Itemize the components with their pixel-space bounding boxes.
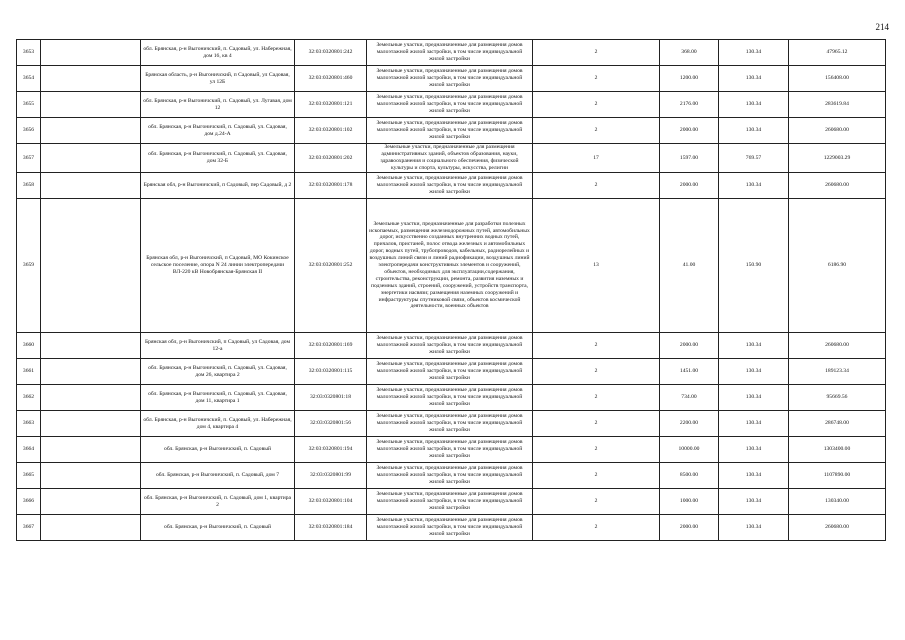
cadastral-value-cell: 260680.00 <box>789 173 886 199</box>
table-row <box>17 118 886 144</box>
row-number-cell: 3655 <box>17 92 41 118</box>
area-cell: 41.00 <box>660 199 719 333</box>
blank-cell <box>41 118 141 144</box>
cadastral-value-cell: 189123.34 <box>789 359 886 385</box>
cadastral-value-cell: 47965.12 <box>789 40 886 66</box>
table-row <box>17 463 886 489</box>
specific-value-cell: 130.34 <box>719 173 789 199</box>
blank-cell <box>41 333 141 359</box>
area-cell: 2000.00 <box>660 515 719 541</box>
cadastral-number-cell: 32:03:0320801:460 <box>295 66 367 92</box>
cadastral-number-cell: 32:03:0320801:121 <box>295 92 367 118</box>
use-group-cell: 2 <box>533 489 660 515</box>
specific-value-cell: 130.34 <box>719 66 789 92</box>
cadastral-value-cell: 156408.00 <box>789 66 886 92</box>
address-cell: обл. Брянская, р-н Выгоничский, п. Садовый, ул. Садовая, дом 26, квартира 2 <box>141 359 295 385</box>
specific-value-cell: 150.90 <box>719 199 789 333</box>
cadastral-value-cell: 1303400.00 <box>789 437 886 463</box>
specific-value-cell: 769.57 <box>719 144 789 173</box>
table-row <box>17 144 886 173</box>
address-cell: Брянская обл, р-н Выгоничский, п Садовый, ул Садовая, дом 12-а <box>141 333 295 359</box>
use-group-cell: 2 <box>533 359 660 385</box>
cadastral-value-cell: 260680.00 <box>789 118 886 144</box>
use-group-cell: 2 <box>533 463 660 489</box>
page-number: 214 <box>875 22 889 32</box>
address-cell: обл. Брянская, р-н Выгоничский, п. Садовый, дом 7 <box>141 463 295 489</box>
blank-cell <box>41 463 141 489</box>
address-cell: обл. Брянская, р-н Выгоничский, п. Садовый, ул. Лугавая, дом 12 <box>141 92 295 118</box>
land-use-cell: Земельные участки, предназначенные для размещения домов малоэтажной жилой застройки, в том числе индивидуальной жилой застройки <box>367 411 533 437</box>
table-row <box>17 385 886 411</box>
cadastral-number-cell: 32:03:0320801:252 <box>295 199 367 333</box>
blank-cell <box>41 199 141 333</box>
land-use-cell: Земельные участки, предназначенные для размещения домов малоэтажной жилой застройки, в том числе индивидуальной жилой застройки <box>367 437 533 463</box>
cadastral-number-cell: 32:03:0320801:18 <box>295 385 367 411</box>
land-use-cell: Земельные участки, предназначенные для размещения домов малоэтажной жилой застройки, в том числе индивидуальной жилой застройки <box>367 515 533 541</box>
cadastral-number-cell: 32:03:0320801:104 <box>295 489 367 515</box>
address-cell: обл. Брянская, р-н Выгоничский, п. Садовый, ул. Садовая, дом 11, квартира 1 <box>141 385 295 411</box>
cadastral-number-cell: 32:03:0320801:194 <box>295 437 367 463</box>
blank-cell <box>41 40 141 66</box>
address-cell: обл. Брянская, р-н Выгоничский, п. Садовый, дом 1, квартира 2 <box>141 489 295 515</box>
area-cell: 2200.00 <box>660 411 719 437</box>
row-number-cell: 3654 <box>17 66 41 92</box>
cadastral-value-cell: 260680.00 <box>789 515 886 541</box>
row-number-cell: 3662 <box>17 385 41 411</box>
use-group-cell: 2 <box>533 437 660 463</box>
row-number-cell: 3664 <box>17 437 41 463</box>
use-group-cell: 2 <box>533 92 660 118</box>
cadastral-value-cell: 6186.90 <box>789 199 886 333</box>
use-group-cell: 2 <box>533 40 660 66</box>
blank-cell <box>41 144 141 173</box>
cadastral-value-cell: 283619.84 <box>789 92 886 118</box>
row-number-cell: 3665 <box>17 463 41 489</box>
cadastral-number-cell: 32:03:0320801:202 <box>295 144 367 173</box>
use-group-cell: 2 <box>533 118 660 144</box>
cadastral-value-cell: 95669.56 <box>789 385 886 411</box>
cadastral-number-cell: 32:03:0320801:99 <box>295 463 367 489</box>
area-cell: 2000.00 <box>660 173 719 199</box>
area-cell: 734.00 <box>660 385 719 411</box>
cadastral-number-cell: 32:03:0320801:178 <box>295 173 367 199</box>
specific-value-cell: 130.34 <box>719 40 789 66</box>
address-cell: Брянская обл, р-н Выгоничский, п Садовый, МО Кокинское сельское поселение, опора N 24 линии электропередачи ВЛ-220 кВ Новобрянская-Брянская II <box>141 199 295 333</box>
address-cell: обл. Брянская, р-н Выгоничский, п. Садовый, ул. Садовая, дом д.24-А <box>141 118 295 144</box>
blank-cell <box>41 385 141 411</box>
table-row <box>17 489 886 515</box>
use-group-cell: 13 <box>533 199 660 333</box>
specific-value-cell: 130.34 <box>719 333 789 359</box>
row-number-cell: 3667 <box>17 515 41 541</box>
land-use-cell: Земельные участки, предназначенные для размещения домов малоэтажной жилой застройки, в том числе индивидуальной жилой застройки <box>367 489 533 515</box>
land-use-cell: Земельные участки, предназначенные для размещения домов малоэтажной жилой застройки, в том числе индивидуальной жилой застройки <box>367 359 533 385</box>
land-use-cell: Земельные участки, предназначенные для размещения домов малоэтажной жилой застройки, в том числе индивидуальной жилой застройки <box>367 40 533 66</box>
land-use-cell: Земельные участки, предназначенные для размещения домов малоэтажной жилой застройки, в том числе индивидуальной жилой застройки <box>367 66 533 92</box>
land-use-cell: Земельные участки, предназначенные для размещения домов малоэтажной жилой застройки, в том числе индивидуальной жилой застройки <box>367 385 533 411</box>
cadastral-number-cell: 32:03:0320801:169 <box>295 333 367 359</box>
area-cell: 1000.00 <box>660 489 719 515</box>
specific-value-cell: 130.34 <box>719 359 789 385</box>
specific-value-cell: 130.34 <box>719 515 789 541</box>
table-row <box>17 92 886 118</box>
area-cell: 1597.00 <box>660 144 719 173</box>
blank-cell <box>41 515 141 541</box>
row-number-cell: 3656 <box>17 118 41 144</box>
area-cell: 368.00 <box>660 40 719 66</box>
specific-value-cell: 130.34 <box>719 411 789 437</box>
row-number-cell: 3663 <box>17 411 41 437</box>
table-row <box>17 199 886 333</box>
cadastral-number-cell: 32:03:0320801:115 <box>295 359 367 385</box>
table-row <box>17 66 886 92</box>
land-use-cell: Земельные участки, предназначенные для размещения административных зданий, объектов образования, науки, здравоохранения и социального обеспечения, физической культуры и спорта, культуры, искусства, религии <box>367 144 533 173</box>
cadastral-number-cell: 32:03:0320801:242 <box>295 40 367 66</box>
blank-cell <box>41 66 141 92</box>
use-group-cell: 2 <box>533 411 660 437</box>
address-cell: Брянская область, р-н Выгоничский, п Садовый, ул Садовая, ул 12Б <box>141 66 295 92</box>
use-group-cell: 17 <box>533 144 660 173</box>
table-row <box>17 359 886 385</box>
use-group-cell: 2 <box>533 333 660 359</box>
blank-cell <box>41 92 141 118</box>
blank-cell <box>41 359 141 385</box>
row-number-cell: 3660 <box>17 333 41 359</box>
row-number-cell: 3661 <box>17 359 41 385</box>
specific-value-cell: 130.34 <box>719 385 789 411</box>
cadastral-value-cell: 130340.00 <box>789 489 886 515</box>
specific-value-cell: 130.34 <box>719 118 789 144</box>
blank-cell <box>41 173 141 199</box>
address-cell: Брянская обл, р-н Выгоничский, п Садовый, пер Садовый, д 2 <box>141 173 295 199</box>
area-cell: 1200.00 <box>660 66 719 92</box>
use-group-cell: 2 <box>533 515 660 541</box>
row-number-cell: 3659 <box>17 199 41 333</box>
table-body <box>17 40 886 541</box>
blank-cell <box>41 489 141 515</box>
area-cell: 10000.00 <box>660 437 719 463</box>
area-cell: 1451.00 <box>660 359 719 385</box>
cadastral-value-cell: 286748.00 <box>789 411 886 437</box>
row-number-cell: 3666 <box>17 489 41 515</box>
area-cell: 2000.00 <box>660 333 719 359</box>
cadastral-value-table <box>16 39 886 541</box>
address-cell: обл. Брянская, р-н Выгоничский, п. Садовый, ул. Набережная, дом 16, кв 4 <box>141 40 295 66</box>
table-row <box>17 411 886 437</box>
area-cell: 2176.00 <box>660 92 719 118</box>
area-cell: 8500.00 <box>660 463 719 489</box>
land-use-cell: Земельные участки, предназначенные для размещения домов малоэтажной жилой застройки, в том числе индивидуальной жилой застройки <box>367 118 533 144</box>
row-number-cell: 3653 <box>17 40 41 66</box>
table-row <box>17 515 886 541</box>
use-group-cell: 2 <box>533 173 660 199</box>
blank-cell <box>41 437 141 463</box>
table-row <box>17 333 886 359</box>
land-use-cell: Земельные участки, предназначенные для размещения домов малоэтажной жилой застройки, в том числе индивидуальной жилой застройки <box>367 333 533 359</box>
row-number-cell: 3658 <box>17 173 41 199</box>
cadastral-number-cell: 32:03:0320801:56 <box>295 411 367 437</box>
specific-value-cell: 130.34 <box>719 92 789 118</box>
cadastral-value-cell: 1107890.00 <box>789 463 886 489</box>
specific-value-cell: 130.34 <box>719 463 789 489</box>
specific-value-cell: 130.34 <box>719 489 789 515</box>
land-use-cell: Земельные участки, предназначенные для размещения домов малоэтажной жилой застройки, в том числе индивидуальной жилой застройки <box>367 173 533 199</box>
blank-cell <box>41 411 141 437</box>
cadastral-number-cell: 32:03:0320801:102 <box>295 118 367 144</box>
cadastral-value-cell: 260680.00 <box>789 333 886 359</box>
use-group-cell: 2 <box>533 385 660 411</box>
land-use-cell: Земельные участки, предназначенные для разработки полезных ископаемых, размещения железнодорожных путей, автомобильных дорог, искусственно созданных внутренних водных путей, причалов, пристаней, полос отвода железных и автомобильных дорог, водных путей, трубопроводов, кабельных, радиорелейных и воздушных линий связи и линий радиофикации, воздушных линий электропередачи конструктивных элементов и сооружений, объектов, необходимых для эксплуатации,содержания, строительства, реконструкции, ремонта, развития наземных и подземных зданий, строений, сооружений, устройств транспорта, энергетики иасвязи; размещения наземных сооружений и инфраструктуры спутниковой связи, объектов космической деятельности, военных объектов <box>367 199 533 333</box>
land-use-cell: Земельные участки, предназначенные для размещения домов малоэтажной жилой застройки, в том числе индивидуальной жилой застройки <box>367 92 533 118</box>
address-cell: обл. Брянская, р-н Выгоничский, п. Садовый <box>141 437 295 463</box>
use-group-cell: 2 <box>533 66 660 92</box>
table-row <box>17 437 886 463</box>
area-cell: 2000.00 <box>660 118 719 144</box>
row-number-cell: 3657 <box>17 144 41 173</box>
table-row <box>17 40 886 66</box>
cadastral-value-cell: 1229003.29 <box>789 144 886 173</box>
land-use-cell: Земельные участки, предназначенные для размещения домов малоэтажной жилой застройки, в том числе индивидуальной жилой застройки <box>367 463 533 489</box>
cadastral-number-cell: 32:03:0320801:184 <box>295 515 367 541</box>
address-cell: обл. Брянская, р-н Выгоничский, п. Садовый, ул. Садовая, дом 32-Б <box>141 144 295 173</box>
table-row <box>17 173 886 199</box>
address-cell: обл. Брянская, р-н Выгоничский, п. Садовый, ул. Набережная, дом 4, квартира 4 <box>141 411 295 437</box>
address-cell: обл. Брянская, р-н Выгоничский, п. Садовый <box>141 515 295 541</box>
specific-value-cell: 130.34 <box>719 437 789 463</box>
